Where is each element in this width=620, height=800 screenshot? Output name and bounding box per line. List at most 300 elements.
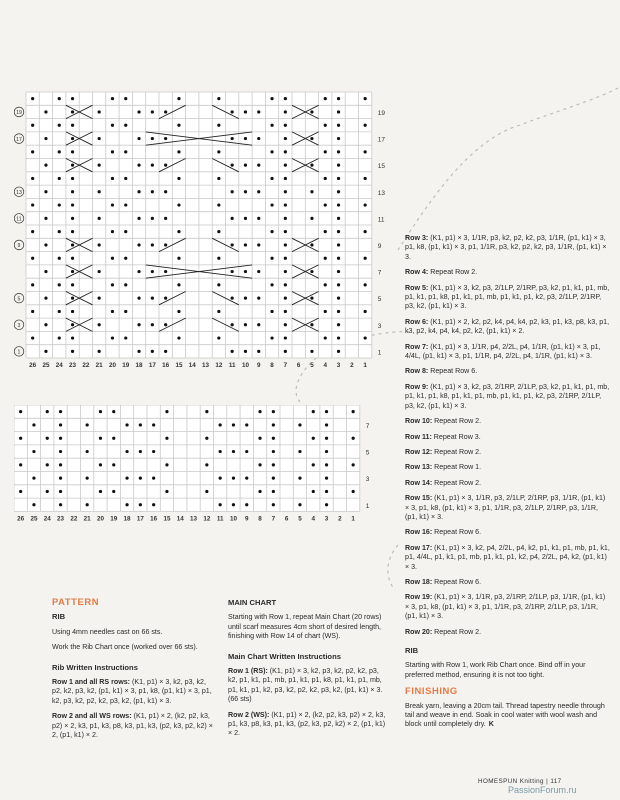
row-text: Repeat Row 2. [428,268,478,277]
row-text: Repeat Row 1. [432,463,482,472]
purl-dot [284,137,287,140]
column-number-label: 15 [175,362,183,368]
column-number-label: 10 [241,362,249,368]
pattern-heading: PATTERN [52,596,100,607]
purl-dot [125,503,128,506]
purl-dot [99,410,102,413]
column-number-label: 12 [215,362,223,368]
purl-dot [284,270,287,273]
purl-dot [272,423,275,426]
purl-dot [284,110,287,113]
purl-dot [151,190,154,193]
purl-dot [257,297,260,300]
purl-dot [310,137,313,140]
purl-dot [217,336,220,339]
chart-cell [79,198,92,211]
purl-dot [312,490,315,493]
purl-dot [244,350,247,353]
purl-dot [139,450,142,453]
purl-dot [272,463,275,466]
purl-dot [270,257,273,260]
column-number-label: 21 [83,515,91,523]
purl-dot [71,297,74,300]
purl-dot [337,177,340,180]
purl-dot [231,350,234,353]
purl-dot [337,97,340,100]
purl-dot [59,490,62,493]
column-number-label: 4 [311,515,316,523]
purl-dot [151,137,154,140]
purl-dot [231,323,234,326]
purl-dot [364,150,367,153]
chart-cell [79,92,92,105]
row-label: Row 6: [405,317,429,326]
purl-dot [124,257,127,260]
row-text: Repeat Row 2. [432,417,482,426]
rib-row2-text: (K1, p1) × 2, (k2, p2, k3, p2) × 2, k3, p1, k3, p8, k3, p1, k3, (p2, k3, p2, k2) × 2, (p1, k1) × 2. [52,712,213,740]
purl-dot [219,450,222,453]
column-number-label: 7 [283,362,288,368]
purl-dot [205,463,208,466]
purl-dot [364,177,367,180]
purl-dot [112,490,115,493]
purl-dot [99,463,102,466]
purl-dot [46,410,49,413]
row-number-label: 5 [365,449,370,457]
purl-dot [219,423,222,426]
purl-dot [284,230,287,233]
purl-dot [124,203,127,206]
purl-dot [31,336,34,339]
purl-dot [19,437,22,440]
rib-written-heading: Rib Written Instructions [52,662,138,672]
row-number-label: 3 [365,476,370,484]
row-instruction [405,463,610,472]
purl-dot [325,437,328,440]
purl-dot [284,190,287,193]
rib-cast-on-text: Using 4mm needles cast on 66 sts. [52,627,163,636]
column-number-label: 22 [82,362,90,368]
purl-dot [98,137,101,140]
purl-dot [46,490,49,493]
row-instruction [405,494,610,522]
row-text: (K1, p1) × 3, 1/1R, p3, 2/1LP, 2/1RP, p3, 1/1R, (p1, k1) × 3, p1, k8, (p1, k1) × 3, p1, 1/1R, p3, 2/1LP, 2/1RP, p3, 1/1R, (p1, k1) × 3. [405,494,606,521]
chart-cell [305,145,318,158]
row-text: Repeat Row 2. [432,627,482,636]
main-chart-text: Starting with Row 1, repeat Main Chart (20 rows) until scarf measures 4cm short of desired length, finishing with Row 14 of chart (WS). [228,613,382,641]
purl-dot [59,437,62,440]
column-number-label: 18 [135,362,143,368]
row-marker-label: 13 [16,189,22,196]
row-label: Row 11: [405,432,432,441]
purl-dot [98,270,101,273]
purl-dot [137,243,140,246]
column-number-label: 6 [296,362,301,368]
purl-dot [58,177,61,180]
purl-dot [151,243,154,246]
purl-dot [32,477,35,480]
column-number-label: 25 [42,362,50,368]
purl-dot [270,124,273,127]
column-number-label: 11 [216,515,224,523]
purl-dot [284,164,287,167]
purl-dot [284,323,287,326]
purl-dot [337,190,340,193]
column-number-label: 2 [350,362,354,368]
purl-dot [324,336,327,339]
rib-work-text: Work the Rib Chart once (worked over 66 sts). [52,643,198,652]
column-number-label: 25 [30,515,38,523]
purl-dot [231,243,234,246]
column-number-label: 20 [108,362,116,368]
purl-dot [298,477,301,480]
purl-dot [98,243,101,246]
purl-dot [151,164,154,167]
purl-dot [231,297,234,300]
purl-dot [257,217,260,220]
purl-dot [258,463,261,466]
purl-dot [44,164,47,167]
purl-dot [284,257,287,260]
purl-dot [245,503,248,506]
purl-dot [32,503,35,506]
row-instruction [405,433,610,442]
chart-cell [305,92,318,105]
purl-dot [219,477,222,480]
purl-dot [324,310,327,313]
purl-dot [244,164,247,167]
purl-dot [111,283,114,286]
purl-dot [137,110,140,113]
purl-dot [337,323,340,326]
row-instruction [405,479,610,488]
purl-dot [337,150,340,153]
purl-dot [272,410,275,413]
row-label: Row 20: [405,627,433,636]
purl-dot [137,323,140,326]
purl-dot [44,323,47,326]
purl-dot [217,230,220,233]
purl-dot [111,336,114,339]
chart-cell [305,172,318,185]
purl-dot [352,490,355,493]
purl-dot [270,310,273,313]
purl-dot [137,190,140,193]
row-label: Row 13: [405,463,433,472]
purl-dot [59,463,62,466]
purl-dot [112,463,115,466]
purl-dot [44,297,47,300]
column-number-label: 16 [162,362,170,368]
purl-dot [217,283,220,286]
row-instruction [405,383,610,411]
row-instruction [405,528,610,537]
purl-dot [337,137,340,140]
chart-cell [79,305,92,318]
row-number-label: 1 [377,349,382,357]
purl-dot [244,323,247,326]
row-number-label: 1 [365,502,370,510]
row-number-label: 15 [377,163,386,171]
purl-dot [31,124,34,127]
purl-dot [58,203,61,206]
purl-dot [31,257,34,260]
chart-cell [305,225,318,238]
purl-dot [205,437,208,440]
main-chart-heading: MAIN CHART [228,598,277,607]
column-number-label: 20 [96,515,104,523]
purl-dot [31,203,34,206]
row-label: Row 9: [405,382,429,391]
column-number-label: 6 [284,515,289,523]
rib-row1-label: Row 1 and all RS rows: [52,678,131,687]
column-number-label: 22 [70,515,78,523]
row-text: (K1, p1) × 3, k2, p3, 2/1LP, 2/1RP, p3, k2, p1, k1, p1, mb, p1, k1, p1, k8, p1, k1, p1, mb, p1, k1, p1, k2, p3, 2/1LP, 2/1RP, p3, k2, (p1, k1) × 3. [405,283,610,311]
purl-dot [58,257,61,260]
purl-dot [284,350,287,353]
purl-dot [112,437,115,440]
purl-dot [139,423,142,426]
purl-dot [231,164,234,167]
purl-dot [19,410,22,413]
purl-dot [337,336,340,339]
purl-dot [111,230,114,233]
purl-dot [352,463,355,466]
purl-dot [217,203,220,206]
purl-dot [59,450,62,453]
row-marker-label: 5 [17,296,21,303]
purl-dot [137,350,140,353]
purl-dot [298,423,301,426]
purl-dot [258,437,261,440]
row-text: (K1, p1) × 2, k2, p2, k4, p4, k4, p2, k3, p1, k3, p8, k3, p1, k3, p2, k4, p4, k4, p2, k2, (p1, k1) × 2. [405,317,610,336]
rib-row1-text: (K1, p1) × 3, k2, p3, k2, p2, k2, p3, k2, (p1, k1) × 3, p1, k8, (p1, k1) × 3, p1, k2, p3, k2, p2, k2, p3, k2, (p1, k1) × 3. [52,678,212,705]
purl-dot [86,477,89,480]
purl-dot [298,503,301,506]
column-number-label: 15 [163,515,171,523]
purl-dot [151,350,154,353]
purl-dot [71,164,74,167]
row-marker-label: 19 [16,110,22,117]
purl-dot [310,217,313,220]
purl-dot [217,150,220,153]
pattern-column [52,597,214,746]
purl-dot [270,97,273,100]
row-number-label: 17 [377,136,386,144]
row-number-label: 7 [365,422,370,430]
purl-dot [325,410,328,413]
purl-dot [139,477,142,480]
row-text: Repeat Row 2. [432,447,482,456]
row-text: Repeat Row 6. [432,577,482,586]
purl-dot [177,257,180,260]
purl-dot [284,97,287,100]
chart-cell [79,159,92,172]
purl-dot [270,230,273,233]
purl-dot [71,257,74,260]
column-number-label: 12 [203,515,211,523]
purl-dot [58,150,61,153]
purl-dot [257,270,260,273]
purl-dot [165,490,168,493]
purl-dot [58,283,61,286]
purl-dot [337,164,340,167]
row-instruction [405,318,610,337]
purl-dot [152,503,155,506]
purl-dot [364,257,367,260]
row-number-label: 19 [377,109,386,117]
column-number-label: 5 [298,515,302,523]
purl-dot [165,410,168,413]
column-number-label: 23 [69,362,77,368]
purl-dot [284,243,287,246]
main-row1-instruction [228,667,388,705]
purl-dot [219,503,222,506]
purl-dot [270,203,273,206]
purl-dot [272,477,275,480]
row-number-label: 5 [377,296,382,304]
purl-dot [257,137,260,140]
purl-dot [151,217,154,220]
purl-dot [44,243,47,246]
chart-cell [305,331,318,344]
purl-dot [232,477,235,480]
purl-dot [310,297,313,300]
purl-dot [32,423,35,426]
purl-dot [58,230,61,233]
purl-dot [71,283,74,286]
purl-dot [284,310,287,313]
purl-dot [177,150,180,153]
purl-dot [137,270,140,273]
purl-dot [324,124,327,127]
purl-dot [272,503,275,506]
purl-dot [164,297,167,300]
purl-dot [99,437,102,440]
row-text: Repeat Row 6. [432,528,482,537]
purl-dot [244,243,247,246]
row-instruction [405,417,610,426]
purl-dot [124,230,127,233]
purl-dot [325,423,328,426]
purl-dot [98,350,101,353]
chart-cell [305,198,318,211]
row-number-label: 3 [377,322,382,330]
purl-dot [98,297,101,300]
purl-dot [364,336,367,339]
purl-dot [272,437,275,440]
purl-dot [217,310,220,313]
row-instruction [405,268,610,277]
purl-dot [337,297,340,300]
purl-dot [257,243,260,246]
column-number-label: 1 [351,515,355,523]
purl-dot [284,336,287,339]
column-number-label: 3 [324,515,329,523]
purl-dot [31,283,34,286]
purl-dot [284,217,287,220]
purl-dot [324,97,327,100]
final-rib-heading: RIB [405,646,419,655]
purl-dot [177,283,180,286]
purl-dot [364,97,367,100]
footer-separator: | [546,778,549,785]
chart-cell [79,331,92,344]
purl-dot [270,336,273,339]
purl-dot [284,297,287,300]
finishing-body: Break yarn, leaving a 20cm tail. Thread tapestry needle through tail and weave in end. Soak in cool water with wool wash and block until completely dry. [405,701,605,729]
purl-dot [98,190,101,193]
watermark: PassionForum.ru [508,785,577,795]
row-instruction [405,343,610,362]
finishing-text [405,702,610,730]
row-instruction [405,593,610,621]
rib-heading: RIB [52,612,66,622]
purl-dot [231,190,234,193]
purl-dot [59,423,62,426]
purl-dot [231,110,234,113]
purl-dot [270,177,273,180]
purl-dot [284,177,287,180]
purl-dot [71,150,74,153]
purl-dot [217,257,220,260]
column-number-label: 9 [244,515,249,523]
purl-dot [310,164,313,167]
purl-dot [111,150,114,153]
purl-dot [151,110,154,113]
column-number-label: 7 [271,515,276,523]
row-instruction [405,448,610,457]
purl-dot [31,177,34,180]
purl-dot [58,336,61,339]
purl-dot [324,283,327,286]
purl-dot [98,217,101,220]
purl-dot [46,437,49,440]
column-number-label: 1 [363,362,367,368]
chart-cell [79,145,92,158]
purl-dot [44,190,47,193]
purl-dot [364,203,367,206]
purl-dot [217,124,220,127]
row-text: (K1, p1) × 3, k2, p3, 2/1RP, 2/1LP, p3, k2, p1, k1, p1, mb, p1, k1, p1, k8, p1, k1, p1, mb, p1, k1, p1, k2, p3, 2/1RP, 2/1LP, p3, k2, (p1, k1) × 3. [405,382,610,410]
purl-dot [310,110,313,113]
purl-dot [164,350,167,353]
purl-dot [244,110,247,113]
main-row2-instruction [228,711,388,739]
row-number-label: 9 [377,242,382,250]
purl-dot [164,270,167,273]
row-label: Row 17: [405,543,433,552]
row-instructions-column [405,234,610,736]
chart-cell [79,225,92,238]
row-number-label: 7 [377,269,382,277]
purl-dot [352,437,355,440]
column-number-label: 8 [270,362,274,368]
purl-dot [71,217,74,220]
purl-dot [58,124,61,127]
purl-dot [164,137,167,140]
purl-dot [257,190,260,193]
row-marker-label: 11 [16,216,22,223]
row-number-label: 13 [377,189,386,197]
chart-cell [79,132,92,145]
purl-dot [59,503,62,506]
purl-dot [177,230,180,233]
purl-dot [44,217,47,220]
purl-dot [325,490,328,493]
row-text: (K1, p1) × 3, 1/1R, p4, 2/2L, p4, 1/1R, (p1, k1) × 3, p1, 4/4L, (p1, k1) × 3, p1, 1/1R, p4, 2/2L, p4, 1/1R, (p1, k1) × 3. [405,342,601,361]
column-number-label: 13 [202,362,210,368]
